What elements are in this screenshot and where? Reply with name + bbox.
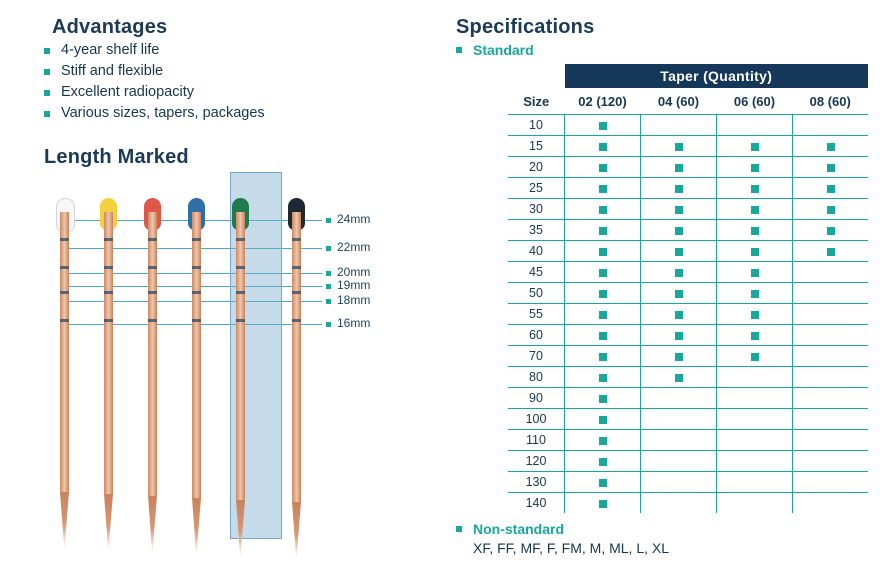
cell-availability-02	[565, 178, 641, 199]
needle-blue	[192, 198, 201, 550]
cell-availability-06	[717, 241, 793, 262]
cell-availability-08	[793, 178, 869, 199]
cell-availability-04	[641, 367, 717, 388]
needle-ring	[192, 238, 201, 241]
cell-availability-08	[793, 430, 869, 451]
nonstandard-subheading	[456, 521, 564, 537]
cell-availability-06	[717, 178, 793, 199]
availability-square-icon	[599, 164, 607, 172]
availability-square-icon	[751, 311, 759, 319]
availability-square-icon	[599, 353, 607, 361]
standard-subheading	[456, 42, 534, 58]
availability-square-icon	[751, 353, 759, 361]
needle-white	[60, 198, 69, 550]
cell-availability-08	[793, 115, 869, 136]
availability-square-icon	[827, 143, 835, 151]
cell-availability-02	[565, 262, 641, 283]
cell-availability-04	[641, 283, 717, 304]
availability-square-icon	[675, 311, 683, 319]
availability-square-icon	[827, 227, 835, 235]
cell-availability-06	[717, 199, 793, 220]
cell-availability-06	[717, 304, 793, 325]
availability-square-icon	[599, 479, 607, 487]
advantages-list	[44, 40, 265, 124]
cell-availability-02	[565, 283, 641, 304]
availability-square-icon	[599, 227, 607, 235]
availability-square-icon	[599, 395, 607, 403]
cell-availability-02	[565, 325, 641, 346]
availability-square-icon	[751, 185, 759, 193]
cell-availability-06	[717, 409, 793, 430]
cell-availability-08	[793, 136, 869, 157]
cell-availability-06	[717, 451, 793, 472]
cell-availability-08	[793, 409, 869, 430]
availability-square-icon	[599, 269, 607, 277]
availability-square-icon	[599, 206, 607, 214]
cell-availability-08	[793, 199, 869, 220]
needle-tip	[104, 494, 113, 552]
needle-ring	[192, 266, 201, 269]
needle-ring	[104, 266, 113, 269]
needle-shaft	[148, 212, 157, 496]
availability-square-icon	[675, 227, 683, 235]
availability-square-icon	[751, 290, 759, 298]
cell-availability-04	[641, 115, 717, 136]
availability-square-icon	[675, 206, 683, 214]
availability-square-icon	[675, 164, 683, 172]
nonstandard-label-text: Non-standard	[473, 521, 564, 537]
cell-size: 25	[508, 178, 565, 199]
availability-square-icon	[827, 164, 835, 172]
needle-tip	[192, 498, 201, 556]
cell-availability-02	[565, 115, 641, 136]
availability-square-icon	[599, 248, 607, 256]
table-header-row	[508, 88, 868, 115]
cell-availability-06	[717, 115, 793, 136]
availability-square-icon	[675, 248, 683, 256]
table-row	[508, 409, 868, 430]
needle-red	[148, 198, 157, 550]
cell-availability-08	[793, 388, 869, 409]
cell-availability-02	[565, 472, 641, 493]
needle-shaft	[236, 212, 245, 500]
cell-size: 40	[508, 241, 565, 262]
cell-availability-04	[641, 241, 717, 262]
availability-square-icon	[751, 206, 759, 214]
cell-availability-04	[641, 388, 717, 409]
cell-availability-02	[565, 136, 641, 157]
bullet-square-icon	[44, 69, 50, 75]
availability-square-icon	[675, 332, 683, 340]
availability-square-icon	[599, 185, 607, 193]
cell-availability-02	[565, 241, 641, 262]
cell-availability-02	[565, 409, 641, 430]
advantage-label: Stiff and flexible	[61, 63, 164, 79]
needle-ring	[104, 238, 113, 241]
table-row	[508, 283, 868, 304]
availability-square-icon	[599, 332, 607, 340]
availability-square-icon	[751, 143, 759, 151]
cell-availability-06	[717, 220, 793, 241]
cell-size: 10	[508, 115, 565, 136]
needle-ring	[148, 291, 157, 294]
availability-square-icon	[599, 143, 607, 151]
availability-square-icon	[751, 227, 759, 235]
column-header-size: Size	[508, 88, 565, 115]
needle-ring	[236, 319, 245, 322]
bullet-square-icon	[456, 526, 462, 532]
guide-dot-20mm	[326, 271, 331, 276]
cell-availability-04	[641, 472, 717, 493]
cell-size: 100	[508, 409, 565, 430]
needle-shaft	[60, 212, 69, 492]
cell-availability-04	[641, 346, 717, 367]
advantage-label: Various sizes, tapers, packages	[61, 105, 265, 121]
cell-availability-08	[793, 283, 869, 304]
table-row	[508, 199, 868, 220]
availability-square-icon	[599, 458, 607, 466]
cell-availability-06	[717, 367, 793, 388]
availability-square-icon	[599, 374, 607, 382]
cell-size: 15	[508, 136, 565, 157]
needle-tip	[236, 500, 245, 558]
cell-size: 140	[525, 496, 547, 510]
needle-shaft	[192, 212, 201, 498]
availability-square-icon	[751, 248, 759, 256]
cell-availability-04	[641, 493, 717, 514]
bullet-square-icon	[456, 47, 462, 53]
table-body	[508, 115, 868, 514]
guide-label-22mm: 22mm	[337, 240, 371, 254]
cell-size: 130	[508, 472, 565, 493]
guide-dot-22mm	[326, 246, 331, 251]
table-row	[508, 346, 868, 367]
table-row	[508, 241, 868, 262]
cell-availability-06	[717, 472, 793, 493]
availability-square-icon	[675, 290, 683, 298]
needle-tip	[148, 496, 157, 554]
list-item	[44, 82, 265, 103]
column-header-taper-08: 08 (60)	[793, 88, 869, 115]
needle-shaft	[292, 212, 301, 502]
availability-square-icon	[675, 269, 683, 277]
needle-ring	[292, 266, 301, 269]
standard-label-text: Standard	[473, 42, 534, 58]
needle-ring	[104, 319, 113, 322]
cell-availability-06	[717, 493, 793, 514]
availability-square-icon	[675, 374, 683, 382]
table-row	[508, 430, 868, 451]
cell-availability-04	[641, 178, 717, 199]
bullet-square-icon	[44, 90, 50, 96]
cell-size: 45	[508, 262, 565, 283]
cell-availability-06	[717, 325, 793, 346]
table-row	[508, 115, 868, 136]
cell-availability-08	[793, 304, 869, 325]
advantage-label: Excellent radiopacity	[61, 84, 194, 100]
cell-availability-04	[641, 304, 717, 325]
availability-square-icon	[599, 122, 607, 130]
list-item	[44, 61, 265, 82]
cell-availability-06	[717, 346, 793, 367]
cell-availability-08	[793, 325, 869, 346]
cell-availability-08	[793, 472, 869, 493]
cell-availability-06	[717, 283, 793, 304]
guide-dot-16mm	[326, 322, 331, 327]
needle-ring	[148, 238, 157, 241]
cell-size: 30	[508, 199, 565, 220]
table-row	[508, 220, 868, 241]
guide-label-16mm: 16mm	[337, 316, 371, 330]
cell-availability-04	[641, 451, 717, 472]
cell-availability-08	[793, 493, 869, 514]
needle-tip	[60, 492, 69, 550]
cell-size: 70	[508, 346, 565, 367]
needle-yellow	[104, 198, 113, 550]
needle-ring	[148, 266, 157, 269]
table-row	[508, 451, 868, 472]
needle-ring	[292, 238, 301, 241]
cell-availability-04	[641, 409, 717, 430]
advantage-label: 4-year shelf life	[61, 42, 160, 58]
cell-availability-06	[717, 136, 793, 157]
cell-size: 50	[508, 283, 565, 304]
table-row	[508, 493, 868, 514]
empty-corner-cell	[508, 64, 565, 88]
column-header-taper-04: 04 (60)	[641, 88, 717, 115]
cell-availability-04	[641, 220, 717, 241]
table-group-header-row	[508, 64, 868, 88]
column-header-taper-02: 02 (120)	[565, 88, 641, 115]
guide-label-19mm: 19mm	[337, 278, 371, 292]
needle-tip	[292, 502, 301, 560]
nonstandard-values-text: XF, FF, MF, F, FM, M, ML, L, XL	[473, 540, 670, 556]
cell-availability-08	[793, 367, 869, 388]
table-head	[508, 64, 868, 115]
table-row	[508, 157, 868, 178]
table-row	[508, 367, 868, 388]
cell-availability-04	[641, 136, 717, 157]
cell-availability-02	[565, 157, 641, 178]
cell-availability-02	[565, 451, 641, 472]
needle-ring	[236, 291, 245, 294]
cell-availability-04	[641, 325, 717, 346]
availability-square-icon	[599, 311, 607, 319]
availability-square-icon	[599, 500, 607, 508]
cell-availability-06	[717, 157, 793, 178]
needle-ring	[60, 238, 69, 241]
cell-availability-08	[793, 220, 869, 241]
cell-size: 20	[508, 157, 565, 178]
needle-ring	[236, 238, 245, 241]
needle-ring	[60, 266, 69, 269]
guide-dot-19mm	[326, 284, 331, 289]
availability-square-icon	[599, 437, 607, 445]
table-row	[508, 472, 868, 493]
needle-ring	[60, 291, 69, 294]
availability-square-icon	[599, 290, 607, 298]
cell-availability-02	[565, 388, 641, 409]
table-row	[508, 178, 868, 199]
availability-square-icon	[675, 185, 683, 193]
cell-size: 120	[508, 451, 565, 472]
needle-shaft	[104, 212, 113, 494]
cell-size: 55	[508, 304, 565, 325]
needle-ring	[292, 319, 301, 322]
length-marked-heading: Length Marked	[44, 146, 189, 168]
cell-availability-04	[641, 199, 717, 220]
table-row	[508, 388, 868, 409]
list-item	[44, 40, 265, 61]
cell-availability-02	[565, 304, 641, 325]
right-column	[440, 0, 895, 567]
needle-green	[236, 198, 245, 550]
guide-label-20mm: 20mm	[337, 265, 371, 279]
cell-availability-08	[793, 346, 869, 367]
guide-dot-24mm	[326, 218, 331, 223]
table-row	[508, 136, 868, 157]
cell-availability-02	[565, 199, 641, 220]
table-row	[508, 304, 868, 325]
cell-size: 80	[508, 367, 565, 388]
availability-square-icon	[751, 332, 759, 340]
availability-square-icon	[827, 248, 835, 256]
needle-ring	[60, 319, 69, 322]
specifications-table	[508, 64, 868, 513]
needle-ring	[192, 319, 201, 322]
cell-availability-08	[793, 451, 869, 472]
taper-group-header: Taper (Quantity)	[565, 64, 869, 88]
cell-availability-08	[793, 157, 869, 178]
cell-availability-02	[565, 346, 641, 367]
needle-ring	[292, 291, 301, 294]
specifications-heading: Specifications	[456, 16, 595, 38]
table-row	[508, 262, 868, 283]
cell-size: 60	[508, 325, 565, 346]
cell-availability-06	[717, 262, 793, 283]
needle-black	[292, 198, 301, 550]
cell-availability-04	[641, 157, 717, 178]
cell-availability-02	[565, 220, 641, 241]
cell-availability-02	[565, 367, 641, 388]
needle-ring	[192, 291, 201, 294]
cell-availability-02	[565, 430, 641, 451]
cell-availability-02	[565, 493, 641, 514]
availability-square-icon	[675, 143, 683, 151]
guide-label-18mm: 18mm	[337, 293, 371, 307]
availability-square-icon	[751, 164, 759, 172]
cell-availability-08	[793, 262, 869, 283]
availability-square-icon	[675, 353, 683, 361]
needle-ring	[104, 291, 113, 294]
list-item	[44, 103, 265, 124]
advantages-heading: Advantages	[52, 16, 168, 38]
needle-illustration	[40, 180, 440, 550]
availability-square-icon	[751, 269, 759, 277]
bullet-square-icon	[44, 48, 50, 54]
guide-dot-18mm	[326, 299, 331, 304]
cell-availability-06	[717, 388, 793, 409]
availability-square-icon	[599, 416, 607, 424]
cell-availability-04	[641, 262, 717, 283]
cell-size: 35	[508, 220, 565, 241]
availability-square-icon	[827, 185, 835, 193]
availability-square-icon	[827, 206, 835, 214]
needle-ring	[148, 319, 157, 322]
cell-size: 110	[508, 430, 565, 451]
bullet-square-icon	[44, 111, 50, 117]
guide-label-24mm: 24mm	[337, 212, 371, 226]
cell-size: 90	[508, 388, 565, 409]
cell-availability-08	[793, 241, 869, 262]
table-row	[508, 325, 868, 346]
left-column	[0, 0, 440, 567]
cell-availability-04	[641, 430, 717, 451]
cell-availability-06	[717, 430, 793, 451]
column-header-taper-06: 06 (60)	[717, 88, 793, 115]
needle-ring	[236, 266, 245, 269]
